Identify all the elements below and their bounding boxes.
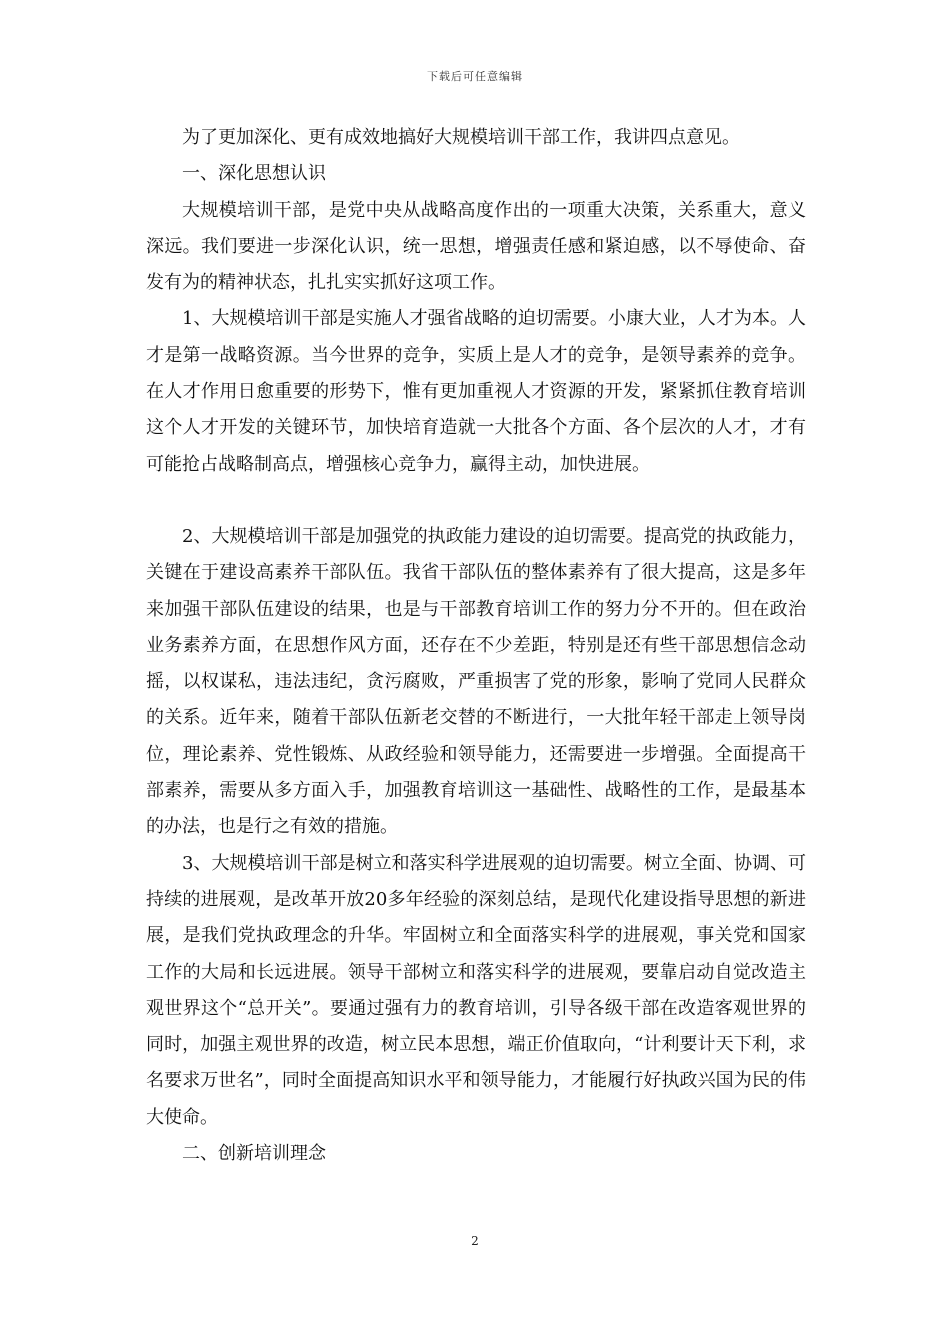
paragraph-gap [146, 483, 806, 519]
page-number: 2 [471, 1234, 479, 1248]
section-heading-1: 一、深化思想认识 [182, 163, 326, 185]
point-1-paragraph: 1、大规模培训干部是实施人才强省战略的迫切需要。小康大业，人才为本。人才是第一战略资源。当今世界的竞争，实质上是人才的竞争，是领导素养的竞争。在人才作用日愈重要的形势下，惟有更加重视人才资源的开发，紧紧抓住教育培训这个人才开发的关键环节，加快培育造就一大批各个方面、各个层次的人才，才有可能抢占战略制高点，增强核心竞争力，赢得主动，加快进展。 [146, 308, 806, 475]
point-2-paragraph: 2、大规模培训干部是加强党的执政能力建设的迫切需要。提高党的执政能力，关键在于建设高素养干部队伍。我省干部队伍的整体素养有了很大提高，这是多年来加强干部队伍建设的结果，也是与干部教育培训工作的努力分不开的。但在政治业务素养方面，在思想作风方面，还存在不少差距，特别是还有些干部思想信念动摇，以权谋私，违法违纪，贪污腐败，严重损害了党的形象，影响了党同人民群众的关系。近年来，随着干部队伍新老交替的不断进行，一大批年轻干部走上领导岗位，理论素养、党性锻炼、从政经验和领导能力，还需要进一步增强。全面提高干部素养，需要从多方面入手，加强教育培训这一基础性、战略性的工作，是最基本的办法，也是行之有效的措施。 [146, 525, 806, 838]
document-body [146, 120, 806, 1172]
point-3-paragraph: 3、大规模培训干部是树立和落实科学进展观的迫切需要。树立全面、协调、可持续的进展观，是改革开放20多年经验的深刻总结，是现代化建设指导思想的新进展，是我们党执政理念的升华。牢固树立和全面落实科学的进展观，事关党和国家工作的大局和长远进展。领导干部树立和落实科学的进展观，要靠启动自觉改造主观世界这个“总开关”。要通过强有力的教育培训，引导各级干部在改造客观世界的同时，加强主观世界的改造，树立民本思想，端正价值取向，“计利要计天下利，求名要求万世名”，同时全面提高知识水平和领导能力，才能履行好执政兴国为民的伟大使命。 [146, 852, 806, 1128]
page-header: 下载后可任意编辑 [427, 70, 523, 83]
intro-paragraph: 为了更加深化、更有成效地搞好大规模培训干部工作，我讲四点意见。 [182, 127, 740, 148]
section-heading-2: 二、创新培训理念 [182, 1143, 326, 1165]
body-paragraph: 大规模培训干部，是党中央从战略高度作出的一项重大决策，关系重大，意义深远。我们要进一步深化认识，统一思想，增强责任感和紧迫感，以不辱使命、奋发有为的精神状态，扎扎实实抓好这项工作。 [146, 199, 806, 294]
